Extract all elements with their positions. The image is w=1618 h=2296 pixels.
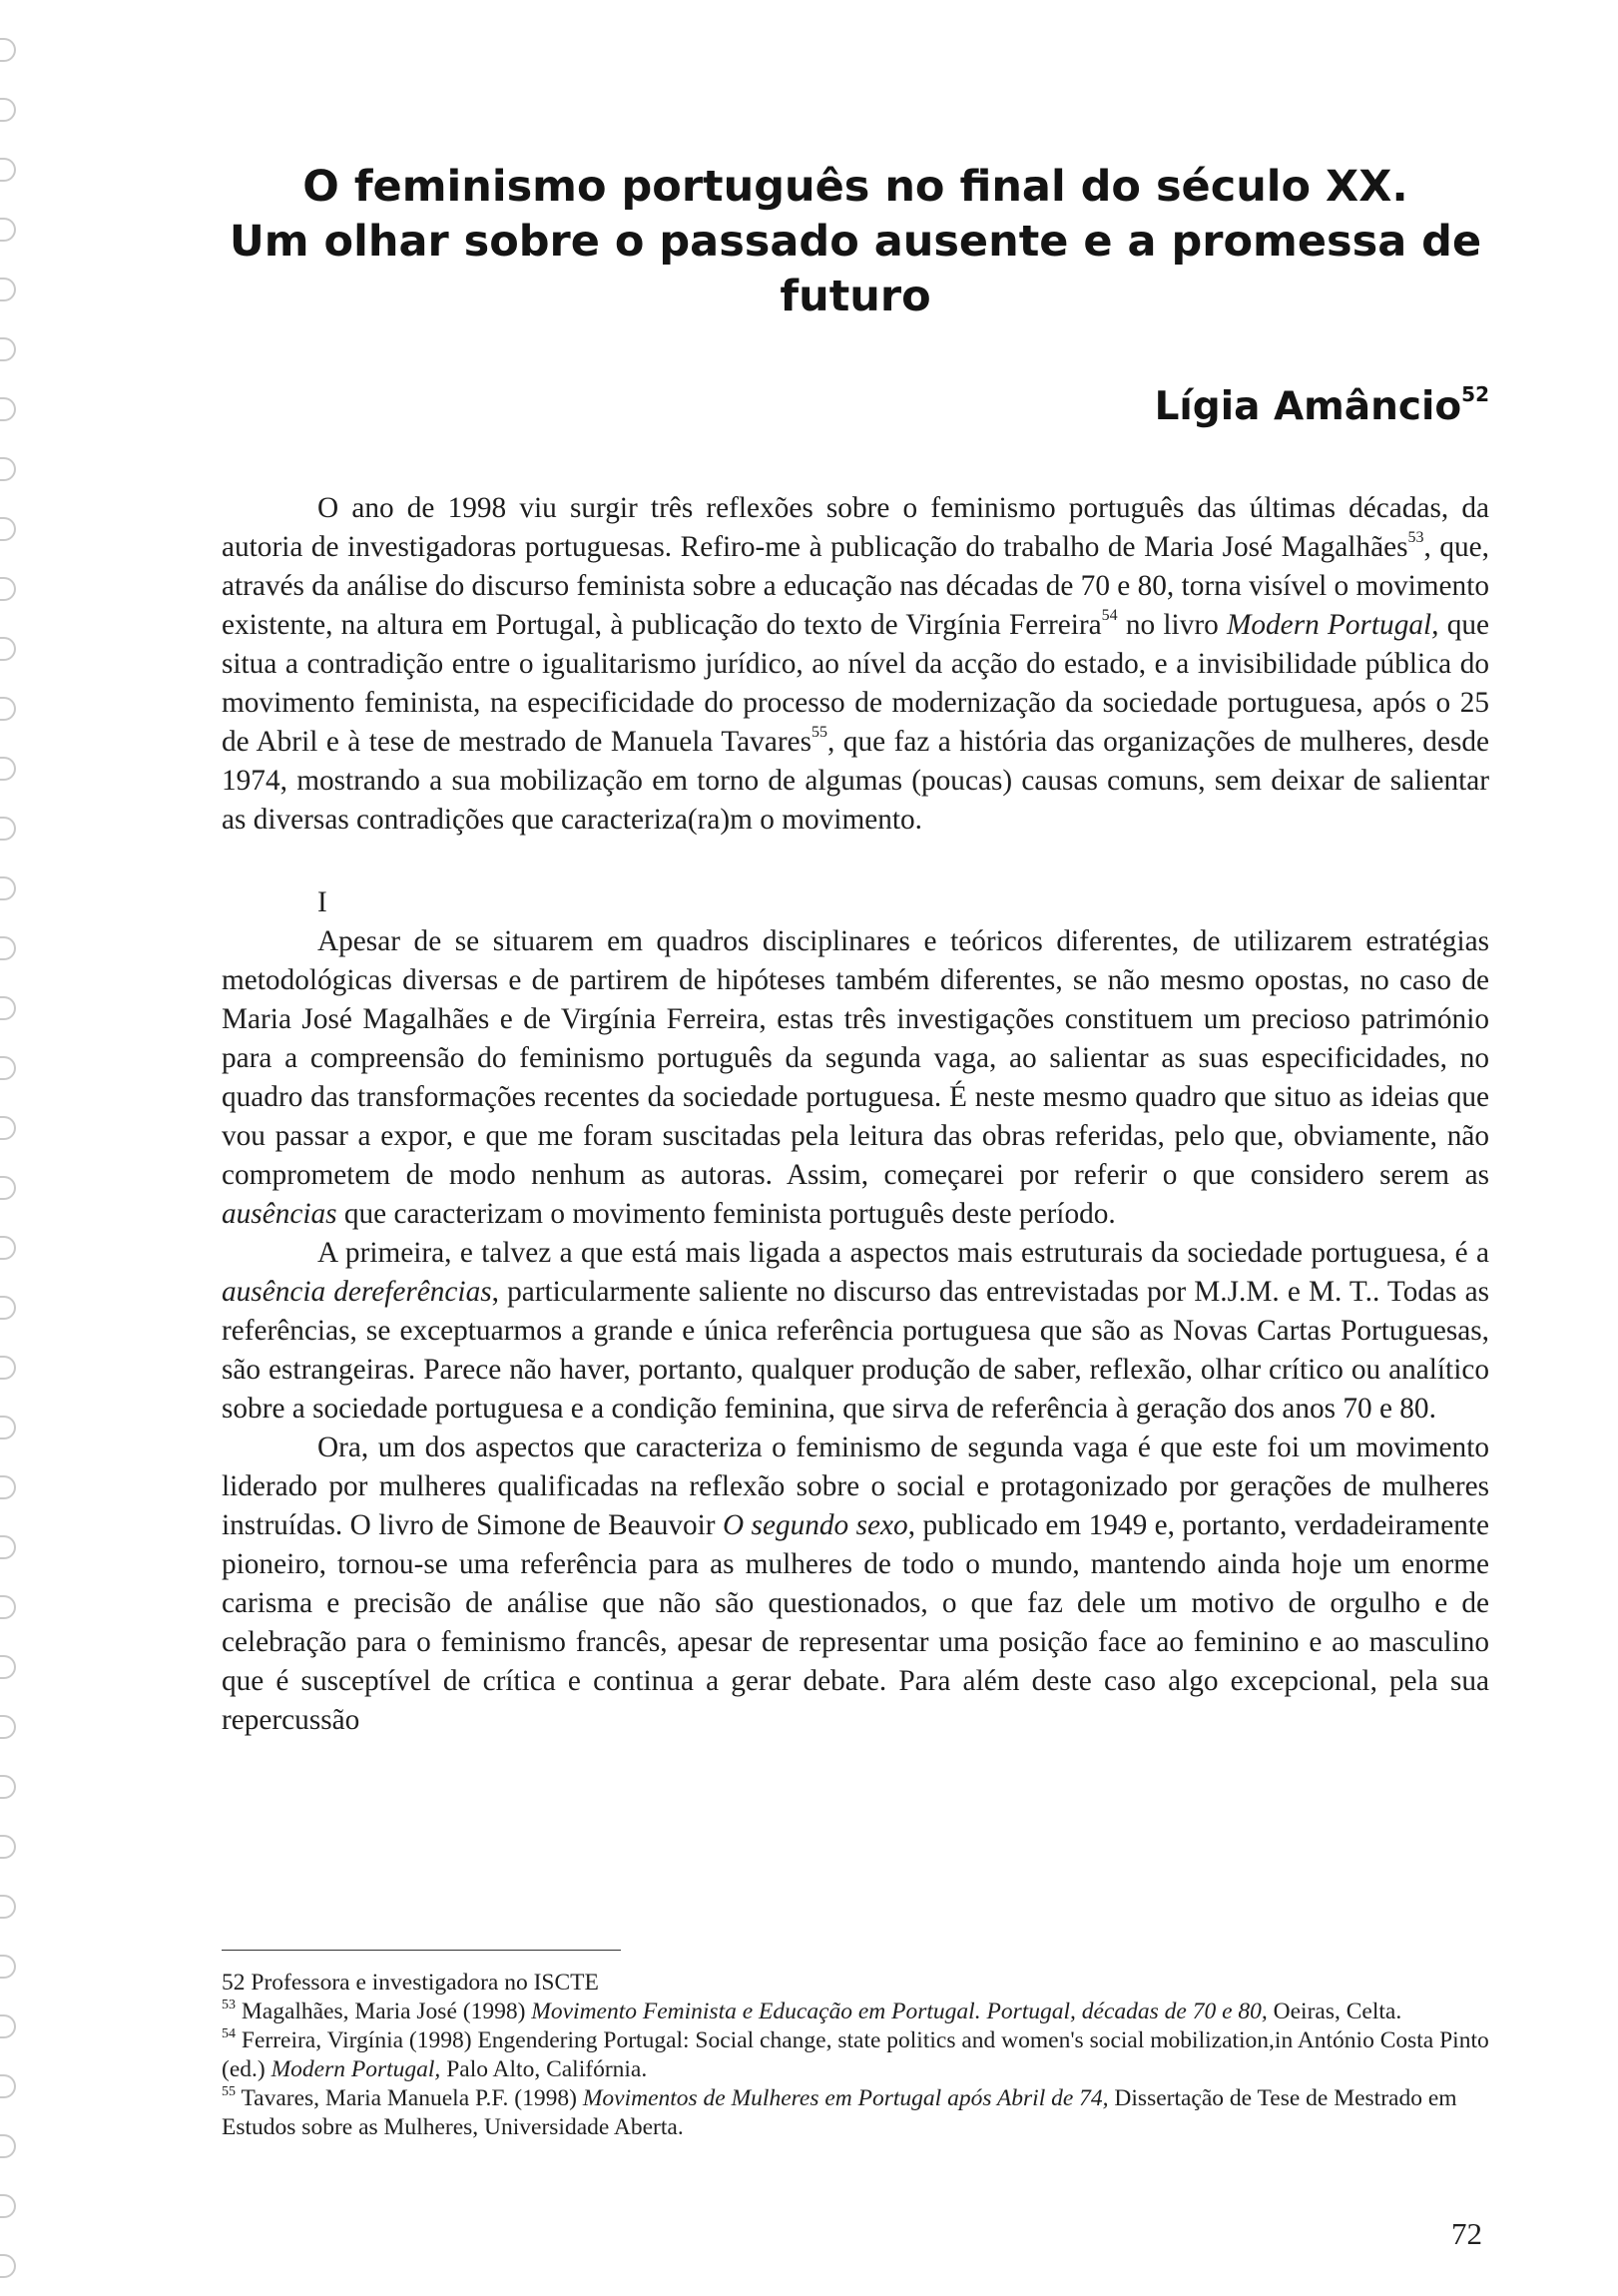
footnote-text: Palo Alto, Califórnia. bbox=[440, 2056, 648, 2082]
paragraph-text: , particularmente saliente no discurso das entrevistadas por M.J.M. e M. T.. Todas as referências, se exceptuarmos a grande e única referência portuguesa que são as Novas Cartas Portuguesas, são estrangeiras. Parece não haver, portanto, qualquer produção de saber, reflexão, olhar crítico ou analítico sobre a sociedade portuguesa e a condição feminina, que sirva de referência à geração dos anos 70 e 80. bbox=[222, 1276, 1489, 1425]
intro-text: , que faz a história das organizações de mulheres, desde 1974, mostrando a sua mobilização em torno de algumas (poucas) causas comuns, sem deixar de salientar as diversas contradições que caracteriza(ra)m o movimento. bbox=[222, 726, 1489, 836]
footnote-ref-55[interactable]: 55 bbox=[811, 724, 827, 741]
footnote-text: Ferreira, Virgínia (1998) Engendering Portugal: Social change, state politics and women's social mobilization,in António Costa Pinto (ed.) bbox=[222, 2027, 1489, 2082]
binding-ring bbox=[0, 2254, 16, 2278]
paragraph-text: A primeira, e talvez a que está mais ligada a aspectos mais estruturais da sociedade portuguesa, é a bbox=[317, 1237, 1489, 1269]
footnote-55 bbox=[222, 2084, 1489, 2142]
footnote-text: Oeiras, Celta. bbox=[1267, 1999, 1402, 2024]
page-number: 72 bbox=[1451, 2216, 1482, 2251]
spiral-binding bbox=[0, 0, 40, 2296]
binding-ring bbox=[0, 1715, 16, 1739]
binding-ring bbox=[0, 2074, 16, 2098]
title-line-2: Um olhar sobre o passado ausente e a promessa de futuro bbox=[229, 217, 1482, 321]
binding-ring bbox=[0, 1835, 16, 1859]
binding-ring bbox=[0, 2194, 16, 2218]
binding-ring bbox=[0, 1895, 16, 1919]
binding-ring bbox=[0, 1595, 16, 1619]
author-name bbox=[222, 382, 1489, 429]
binding-ring bbox=[0, 337, 16, 361]
binding-ring bbox=[0, 1356, 16, 1380]
footnote-54 bbox=[222, 2026, 1489, 2084]
article-title bbox=[222, 160, 1489, 324]
binding-ring bbox=[0, 218, 16, 242]
binding-ring bbox=[0, 1535, 16, 1559]
footnote-text: Dissertação de Tese de Mestrado em Estudos sobre as Mulheres, Universidade Aberta. bbox=[222, 2085, 1457, 2140]
binding-ring bbox=[0, 1176, 16, 1200]
binding-ring bbox=[0, 38, 16, 62]
binding-ring bbox=[0, 1955, 16, 1979]
paragraph-text: , publicado em 1949 e, portanto, verdadeiramente pioneiro, tornou-se uma referência para as mulheres de todo o mundo, mantendo ainda hoje um enorme carisma e precisão de análise que não são questionados, o que faz dele um motivo de orgulho e de celebração para o feminismo francês, apesar de representar uma posição face ao feminino e ao masculino que é susceptível de crítica e continua a gerar debate. Para além deste caso algo excepcional, pela sua repercussão bbox=[222, 1509, 1489, 1736]
section-heading: I bbox=[317, 886, 327, 918]
footnote-emphasis: Movimentos de Mulheres em Portugal após Abril de 74, bbox=[582, 2085, 1109, 2111]
footnotes bbox=[222, 1950, 1489, 2142]
binding-ring bbox=[0, 457, 16, 481]
binding-ring bbox=[0, 936, 16, 960]
paragraph-text: que caracterizam o movimento feminista português deste período. bbox=[336, 1198, 1116, 1230]
binding-ring bbox=[0, 876, 16, 900]
binding-ring bbox=[0, 1236, 16, 1260]
page-content bbox=[222, 160, 1489, 1740]
book-title: Modern Portugal, bbox=[1226, 609, 1439, 641]
footnote-emphasis: Movimento Feminista e Educação em Portugal. Portugal, décadas de 70 e 80, bbox=[531, 1999, 1268, 2024]
intro-text: que situa a contradição entre o igualitarismo jurídico, ao nível da acção do estado, e a invisibilidade pública do movimento feminista, na especificidade do processo de modernização da sociedade portuguesa, após o 25 de Abril e à tese de mestrado de Manuela Tavares bbox=[222, 609, 1489, 758]
binding-ring bbox=[0, 517, 16, 541]
binding-ring bbox=[0, 1475, 16, 1499]
author-text: Lígia Amâncio bbox=[1154, 384, 1462, 429]
binding-ring bbox=[0, 637, 16, 661]
binding-ring bbox=[0, 158, 16, 182]
footnote-emphasis: Modern Portugal, bbox=[270, 2056, 441, 2082]
intro-text: O ano de 1998 viu surgir três reflexões sobre o feminismo português das últimas décadas, da autoria de investigadoras portuguesas. Refiro-me à publicação do trabalho de Maria José Magalhães bbox=[222, 492, 1489, 563]
emphasis-text: ausências bbox=[222, 1198, 337, 1230]
emphasis-text: O segundo sexo bbox=[722, 1509, 908, 1541]
binding-ring bbox=[0, 1416, 16, 1439]
binding-ring bbox=[0, 98, 16, 122]
footnote-53 bbox=[222, 1998, 1489, 2026]
footnote-number: 55 bbox=[222, 2084, 236, 2099]
body-paragraph bbox=[222, 1234, 1489, 1429]
intro-text: no livro bbox=[1117, 609, 1227, 641]
binding-ring bbox=[0, 1655, 16, 1679]
binding-ring bbox=[0, 817, 16, 841]
intro-paragraph bbox=[222, 489, 1489, 840]
footnote-ref-53[interactable]: 53 bbox=[1407, 529, 1424, 546]
footnote-text: Tavares, Maria Manuela P.F. (1998) bbox=[236, 2085, 583, 2111]
binding-ring bbox=[0, 1775, 16, 1799]
binding-ring bbox=[0, 1056, 16, 1080]
binding-ring bbox=[0, 996, 16, 1020]
body-paragraph bbox=[222, 922, 1489, 1234]
binding-ring bbox=[0, 1116, 16, 1140]
footnote-number: 54 bbox=[222, 2026, 236, 2041]
paragraph-text: Apesar de se situarem em quadros disciplinares e teóricos diferentes, de utilizarem estratégias metodológicas diversas e de partirem de hipóteses também diferentes, se não mesmo opostas, no caso de Maria José Magalhães e de Virgínia Ferreira, estas três investigações constituem um precioso património para a compreensão do feminismo português da segunda vaga, ao salientar as suas especificidades, no quadro das transformações recentes da sociedade portuguesa. É neste mesmo quadro que situo as ideias que vou passar a expor, e que me foram suscitadas pela leitura das obras referidas, pelo que, obviamente, não comprometem de modo nenhum as autoras. Assim, começarei por referir o que considero serem as bbox=[222, 925, 1489, 1191]
binding-ring bbox=[0, 697, 16, 721]
title-line-1: O feminismo português no final do século XX. bbox=[302, 162, 1408, 212]
footnote-divider bbox=[222, 1950, 621, 1951]
author-footnote-ref[interactable]: 52 bbox=[1461, 382, 1489, 406]
intro-text: , que, através da análise do discurso feminista sobre a educação nas décadas de 70 e 80, torna visível o movimento existente, na altura em Portugal, à publicação do texto de Virgínia Ferreira bbox=[222, 531, 1489, 641]
body-paragraph bbox=[222, 1429, 1489, 1740]
footnote-text: Magalhães, Maria José (1998) bbox=[236, 1999, 532, 2024]
binding-ring bbox=[0, 2134, 16, 2158]
binding-ring bbox=[0, 2014, 16, 2038]
footnote-ref-54[interactable]: 54 bbox=[1101, 607, 1118, 624]
footnote-number: 53 bbox=[222, 1998, 236, 2012]
binding-ring bbox=[0, 1296, 16, 1320]
emphasis-text: ausência dereferências bbox=[222, 1276, 492, 1308]
binding-ring bbox=[0, 757, 16, 781]
binding-ring bbox=[0, 397, 16, 421]
binding-ring bbox=[0, 278, 16, 301]
footnote-52: 52 Professora e investigadora no ISCTE bbox=[222, 1970, 599, 1996]
paragraph-text: Ora, um dos aspectos que caracteriza o feminismo de segunda vaga é que este foi um movimento liderado por mulheres qualificadas na reflexão sobre o social e protagonizado por gerações de mulheres instruídas. O livro de Simone de Beauvoir bbox=[222, 1432, 1489, 1541]
binding-ring bbox=[0, 577, 16, 601]
